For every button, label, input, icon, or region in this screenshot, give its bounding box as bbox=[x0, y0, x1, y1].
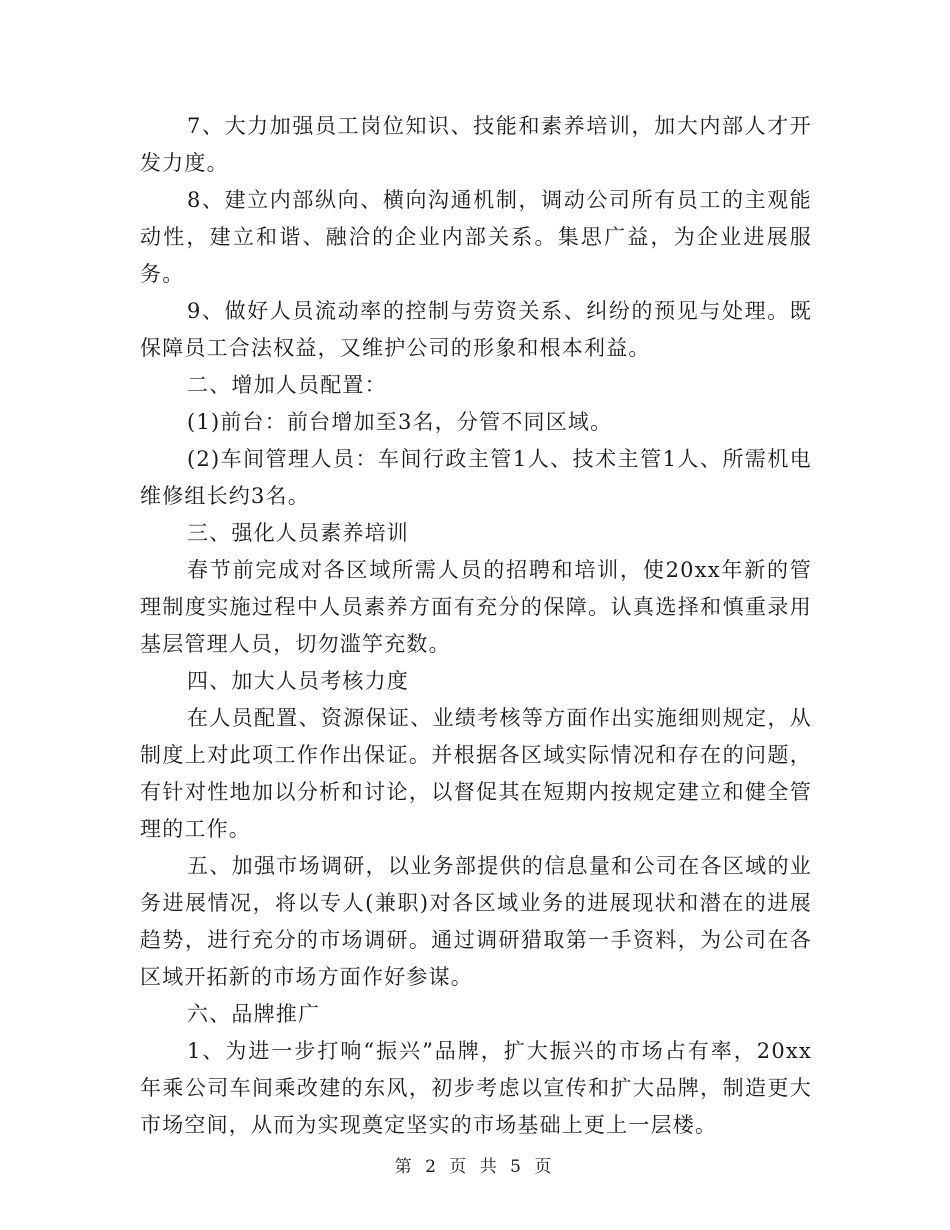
paragraph-brand-promotion: 1、为进一步打响“振兴”品牌，扩大振兴的市场占有率，20xx年乘公司车间乘改建的东风，初步考虑以宣传和扩大品牌，制造更大市场空间，从而为实现奠定坚实的市场基础上更上一层楼。 bbox=[140, 1039, 812, 1137]
paragraph-front-desk: (1)前台：前台增加至3名，分管不同区域。 bbox=[187, 410, 613, 434]
paragraph-item-9: 9、做好人员流动率的控制与劳资关系、纠纷的预见与处理。既保障员工合法权益，又维护公司的形象和根本利益。 bbox=[140, 299, 812, 360]
paragraph-training: 春节前完成对各区域所需人员的招聘和培训，使20xx年新的管理制度实施过程中人员素养方面有充分的保障。认真选择和慎重录用基层管理人员，切勿滥竽充数。 bbox=[140, 558, 812, 656]
section-heading-2: 二、增加人员配置： bbox=[187, 373, 387, 397]
paragraph-item-8: 8、建立内部纵向、横向沟通机制，调动公司所有员工的主观能动性，建立和谐、融洽的企业内部关系。集思广益，为企业进展服务。 bbox=[140, 188, 812, 286]
section-heading-3: 三、强化人员素养培训 bbox=[187, 521, 409, 545]
paragraph-item-7: 7、大力加强员工岗位知识、技能和素养培训，加大内部人才开发力度。 bbox=[140, 114, 812, 175]
page-number-footer: 第 2 页 共 5 页 bbox=[394, 1157, 556, 1177]
section-heading-4: 四、加大人员考核力度 bbox=[187, 669, 409, 693]
paragraph-workshop-staff: (2)车间管理人员：车间行政主管1人、技术主管1人、所需机电维修组长约3名。 bbox=[140, 447, 812, 508]
document-body bbox=[140, 108, 812, 1144]
paragraph-assessment: 在人员配置、资源保证、业绩考核等方面作出实施细则规定，从制度上对此项工作作出保证。并根据各区域实际情况和存在的问题，有针对性地加以分析和讨论，以督促其在短期内按规定建立和健全管理的工作。 bbox=[140, 706, 812, 841]
paragraph-market-research: 五、加强市场调研，以业务部提供的信息量和公司在各区域的业务进展情况，将以专人(兼职)对各区域业务的进展现状和潜在的进展趋势，进行充分的市场调研。通过调研猎取第一手资料，为公司在各区域开拓新的市场方面作好参谋。 bbox=[140, 854, 812, 989]
section-heading-6: 六、品牌推广 bbox=[187, 1002, 321, 1026]
